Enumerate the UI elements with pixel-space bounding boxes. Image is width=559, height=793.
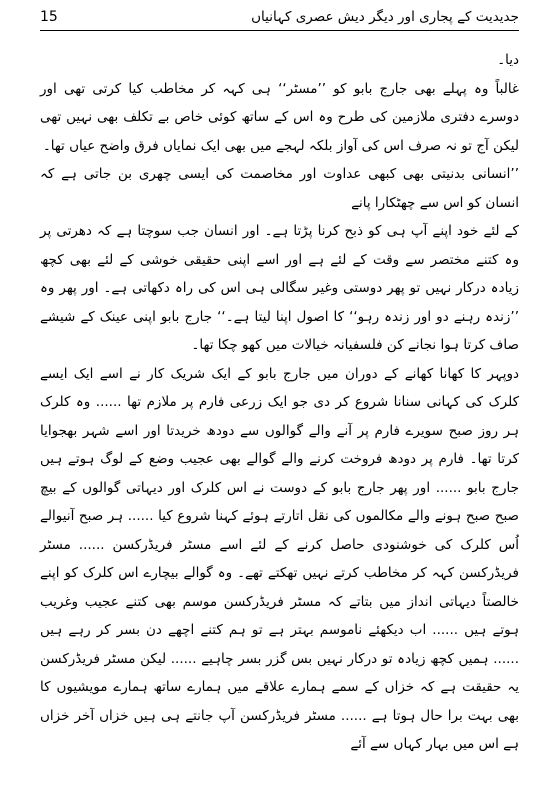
paragraph-3-quote: ’’انسانی بدنیتی بھی کبھی عداوت اور مخاصمت کی ایسی چھری بن جاتی ہے کہ انسان کو اس سے چھٹکارا پانے xyxy=(40,166,519,211)
paragraph-1: دیا۔ xyxy=(497,52,519,68)
paragraph-2: غالباً وہ پہلے بھی جارج بابو کو ’’مسٹر‘‘ ہی کہہ کر مخاطب کیا کرتی تھی اور دوسرے دفتری ملازمین کی طرح وہ اس کے ساتھ کوئی خاص بے تکلف بھی نہیں تھی لیکن آج تو نہ صرف اس کی آواز بلکہ لہجے میں بھی ایک نمایاں فرق واضح عیاں تھا۔ xyxy=(40,80,519,154)
header-rule xyxy=(40,30,519,31)
page-header xyxy=(40,6,519,30)
running-title: جدیدیت کے پجاری اور دیگر دیش عصری کہانیاں xyxy=(251,9,519,25)
paragraph-4: کے لئے خود اپنے آپ ہی کو ذبح کرنا پڑتا ہے۔ اور انسان جب سوچتا ہے کہ دھرتی پر وہ کتنے مختصر سے وقت کے لئے ہے اور اسے اپنی حقیقی خوشی کے لئے بھی کچھ زیادہ درکار نہیں تو پھر دوستی وغیر سگالی ہی اس کی راہ دکھاتی ہے۔ اور پھر وہ ’’زندہ رہنے دو اور زندہ رہو‘‘ کا اصول اپنا لیتا ہے۔‘‘ جارج بابو اپنی عینک کے شیشے صاف کرتا ہوا نجانے کن فلسفیانہ خیالات میں کھو چکا تھا۔ xyxy=(40,223,519,353)
page-number: 15 xyxy=(40,9,58,25)
body-text xyxy=(40,46,519,759)
paragraph-5: دوپہر کا کھانا کھانے کے دوران میں جارج بابو کے ایک شریک کار نے اسے ایک ایسے کلرک کی کہانی سنانا شروع کر دی جو ایک زرعی فارم پر ملازم تھا ...... وہ کلرک ہر روز صبح سویرے فارم پر آنے والے گوالوں سے دودھ خریدتا اور اسے شہر بھجوایا کرتا تھا۔ فارم پر دودھ فروخت کرنے والے گوالے بھی عجیب وضع کے لوگ ہوتے ہیں جارج بابو ...... اور پھر جارج بابو کے دوست نے اس کلرک اور دیہاتی گوالوں کے بیچ صبح صبح ہونے والے مکالموں کی نقل اتارتے ہوئے کہنا شروع کیا ...... ہر صبح آنیوالے اُس کلرک کی خوشنودی حاصل کرنے کے لئے اسے مسٹر فریڈرکسن ...... مسٹر فریڈرکسن کہہ کر مخاطب کرتے نہیں تھکتے تھے۔ وہ گوالے بیچارے اس کلرک کو اپنے خالصتاً دیہاتی انداز میں بتاتے کہ مسٹر فریڈرکسن موسم بھی کتنے عجیب وغریب ہوتے ہیں ...... اب دیکھئے ناموسم بہتر ہے تو ہم کتنے اچھے دن بسر کر رہے ہیں ...... ہمیں کچھ زیادہ تو درکار نہیں بس گزر بسر چاہیے ...... لیکن مسٹر فریڈرکسن یہ حقیقت ہے کہ خزاں کے سمے ہمارے علاقے میں ہمارے ساتھ ہمارے مویشیوں کا بھی بہت برا حال ہوتا ہے ...... مسٹر فریڈرکسن آپ جانتے ہی ہیں خزاں آخر خزاں ہے اس میں بہار کہاں سے آئے xyxy=(40,365,519,752)
